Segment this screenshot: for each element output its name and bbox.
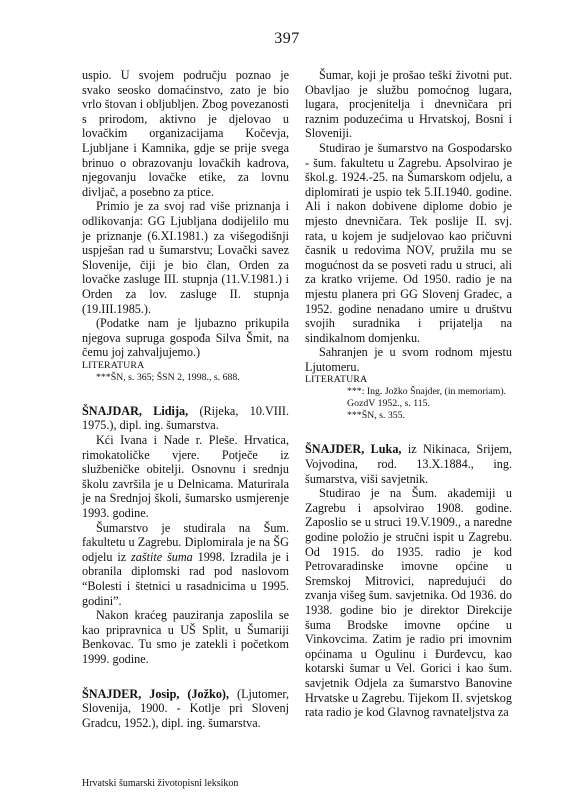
entry-header (82, 687, 289, 731)
entry-header-details: (Ljutomer, Slovenija, 1900. - Kotlje pri Slovenj Gradcu, 1952.), dipl. ing. šumarstva. (82, 686, 289, 730)
entry-paragraph: Studirao je šumarstvo na Gospodarsko - šum. fakultetu u Zagrebu. Apsolvirao je škol.g. 1924.-25. na Šumarskom odjelu, a diplomirati je uspio tek 5.II.1940. godine. Ali i nakon dobivene diplome dobio je mjesto dnevničara. Tek poslije II. svj. rata, u kojem je sudjelovao kao pričuvni časnik u redovima NOV, pružila mu se mogućnost da se posveti radu u struci, ali za kratko vrijeme. Od 1950. radio je na mjestu planera pri GG Slovenj Gradec, a 1952. godine nenadano umire u društvu svojih suradnika i prijatelja na sindikalnom domjenku. (305, 140, 512, 345)
entry-name: ŠNAJDAR, Lidija, (82, 403, 189, 418)
entry-header-details: iz Nikinaca, Srijem, Vojvodina, rod. 13.X.1884., ing. šumarstva, viši savjetnik. (305, 442, 512, 486)
entry-paragraph: (Podatke nam je ljubazno prikupila njegova supruga gospođa Silva Šmit, na čemu joj zahvaljujemo.) (82, 316, 289, 360)
left-column (82, 68, 289, 730)
literature-reference: ***ŠN, s. 355. (347, 410, 405, 422)
entry-header (305, 442, 512, 486)
text-run: 1998. Izradila je i obranila diplomski rad pod naslovom “Bolesti i štetnici u rasadnicima u 1995. godini”. (82, 549, 289, 608)
literature-reference: ***: Ing. Jožko Šnajder, (in memoriam). GozdV 1952., s. 115. (347, 386, 507, 410)
right-column (305, 68, 512, 720)
literatura-heading: LITERATURA (305, 374, 368, 386)
entry-paragraph (82, 521, 289, 609)
entry-paragraph: Studirao je na Šum. akademiji u Zagrebu i apsolvirao 1908. godine. Zaposlio se u struci 19.V.1909., a naredne godine položio je stručni ispit u Zagrebu. Od 1915. do 1935. radio je kod Petrovaradinske imovne općine u Sremskoj Mitrovici, napredujući do zvanja višeg šum. savjetnika. Od 1936. do 1938. godine bio je direktor Direkcije šuma Brodske imovne općine u Vinkovcima. Zatim je radio pri imovnim općinama u Ogulinu i Đurđevcu, kao kotarski šumar u Vel. Gorici i kao šum. savjetnik Odjela za šumarstvo Banovine Hrvatske u Zagrebu. Tijekom II. svjetskog rata radio je kod Glavnog ravnateljstva za (305, 486, 512, 720)
text-run: Šumarstvo je studirala na Šum. fakultetu u Zagrebu. Diplomirala je na ŠG odjelu iz (82, 520, 289, 564)
emphasis-text: zaštite šuma (130, 549, 193, 564)
page-number: 397 (274, 30, 300, 47)
entry-header-details: (Rijeka, 10.VIII. 1975.), dipl. ing. šumarstva. (82, 403, 289, 433)
entry-paragraph: Šumar, koji je prošao teški životni put. Obavljao je službu pomoćnog lugara, lugara, procjenitelja i dnevničara pri raznim poduzećima u Hrvatskoj, Bosni i Sloveniji. (305, 68, 512, 141)
literature-reference: ***ŠN, s. 365; ŠSN 2, 1998., s. 688. (96, 371, 240, 383)
entry-header (82, 404, 289, 433)
entry-name: ŠNAJDER, Josip, (Jožko), (82, 686, 230, 701)
entry-paragraph: Kći Ivana i Nade r. Pleše. Hrvatica, rimokatoličke vjere. Potječe iz službeničke obitelji. Osnovnu i srednju školu završila je u Delnicama. Maturirala je na Srednjoj školi, šumarsko usmjerenje 1993. godine. (82, 433, 289, 521)
footer-publication-title: Hrvatski šumarski životopisni leksikon (82, 778, 239, 789)
entry-paragraph: Sahranjen je u svom rodnom mjestu Ljutomeru. (305, 345, 512, 374)
entry-paragraph: Primio je za svoj rad više priznanja i odlikovanja: GG Ljubljana dodijelilo mu je priznanje (6.XI.1981.) za višegodišnji uspješan rad u šumarstvu; Lovački savez Slovenije, čiji je bio član, Orden za lovačke zasluge III. stupnja (11.V.1981.) i Orden za lov. zasluge II. stupnja (19.III.1985.). (82, 199, 289, 316)
literatura-heading: LITERATURA (82, 359, 145, 371)
entry-paragraph: uspio. U svojem području poznao je svako seosko domaćinstvo, zato je bio vrlo štovan i obljubljen. Zbog povezanosti s prirodom, aktivno je djelovao u lovačkim organizacijama Kočevja, Ljubljane i Kamnika, gdje se prije svega brinuo o obrazovanju lovačkih kadrova, njegovanju lovačke etike, za lovnu divljač, a posebno za ptice. (82, 68, 289, 199)
entry-name: ŠNAJDER, Luka, (305, 442, 402, 457)
entry-paragraph: Nakon kraćeg pauziranja zaposlila se kao pripravnica u UŠ Split, u Šumariji Benkovac. Tu smo je zatekli i početkom 1999. godine. (82, 608, 289, 666)
